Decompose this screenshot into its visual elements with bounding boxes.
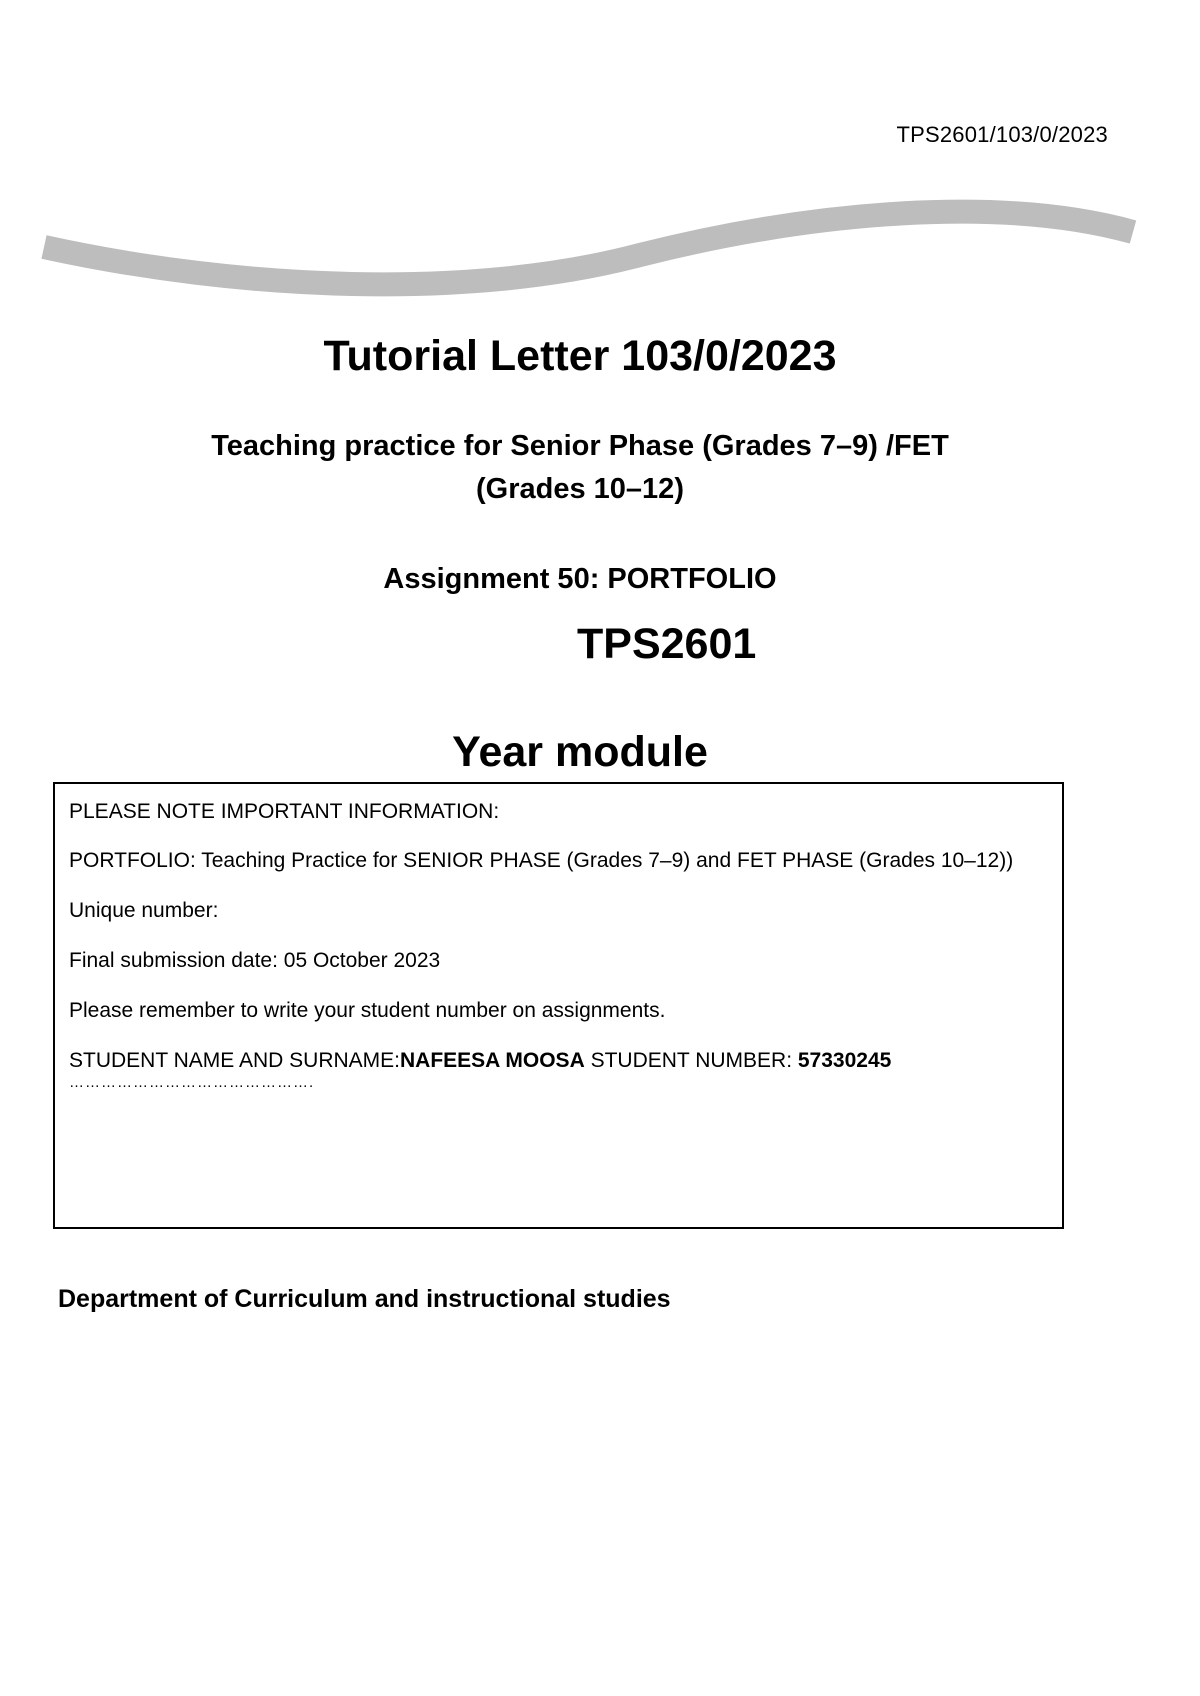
module-subtitle-line2: (Grades 10–12) — [476, 473, 684, 505]
important-information-box — [53, 782, 1064, 1229]
reminder-text: Please remember to write your student number on assignments. — [69, 999, 666, 1022]
student-number: 57330245 — [797, 1049, 892, 1072]
student-name-label: STUDENT NAME AND SURNAME: — [69, 1049, 400, 1072]
student-name: NAFEESA MOOSA — [400, 1049, 585, 1072]
module-code: TPS2601 — [577, 620, 757, 668]
module-type: Year module — [452, 728, 708, 776]
student-details — [69, 1047, 1048, 1092]
document-code: TPS2601/103/0/2023 — [896, 122, 1108, 147]
student-number-label: STUDENT NUMBER: — [584, 1049, 798, 1072]
module-subtitle-line1: Teaching practice for Senior Phase (Grades 7–9) /FET — [211, 430, 949, 462]
portfolio-description: PORTFOLIO: Teaching Practice for SENIOR PHASE (Grades 7–9) and FET PHASE (Grades 10–12)) — [69, 849, 1014, 872]
submission-date: Final submission date: 05 October 2023 — [69, 949, 441, 972]
assignment-heading: Assignment 50: PORTFOLIO — [383, 563, 777, 595]
department-name: Department of Curriculum and instructional studies — [58, 1285, 671, 1313]
tutorial-letter-title: Tutorial Letter 103/0/2023 — [323, 332, 837, 380]
module-subtitle — [0, 425, 1160, 511]
dotted-line: ………………………………………. — [69, 1074, 315, 1091]
info-heading: PLEASE NOTE IMPORTANT INFORMATION: — [69, 800, 500, 823]
decorative-wave-banner — [0, 0, 1200, 320]
unique-number: Unique number: — [69, 899, 219, 922]
